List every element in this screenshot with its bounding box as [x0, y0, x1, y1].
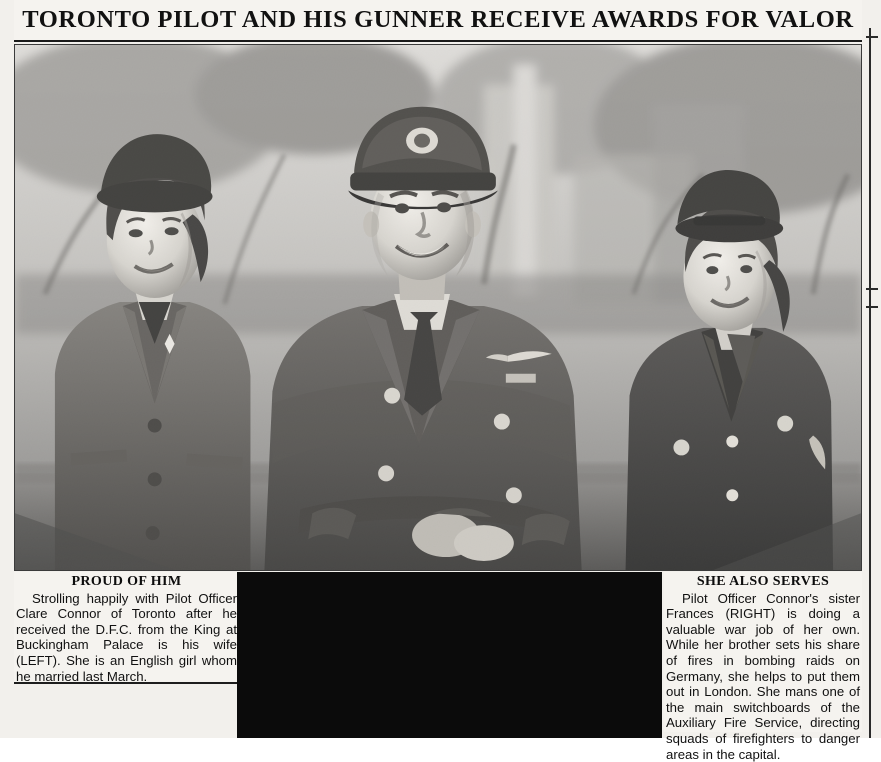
headline-band [14, 0, 862, 42]
column-tick-lower [866, 306, 878, 308]
caption-left [14, 572, 239, 684]
caption-left-title: PROUD OF HIM [71, 574, 182, 589]
column-tick-middle [866, 288, 878, 290]
page-title: TORONTO PILOT AND HIS GUNNER RECEIVE AWARDS FOR VALOR [22, 6, 854, 33]
caption-left-body: Strolling happily with Pilot Officer Clare Connor of Toronto after he received the D.F.C. from the King at Buckingham Palace is his wife (LEFT). She is an English girl whom he married last March. [16, 590, 237, 684]
caption-right-title: SHE ALSO SERVES [696, 574, 830, 589]
news-photograph [14, 44, 862, 571]
column-tick-top [866, 36, 878, 38]
column-divider-rule [869, 28, 871, 738]
ink-block [237, 572, 662, 738]
caption-right-body: Pilot Officer Connor's sister Frances (RIGHT) is doing a valuable war job of her own. While her brother sets his share of fires in bombing raids on Germany, she helps to put them out in London. She mans one of the main switchboards of the Auxiliary Fire Service, directing squads of firefighters to danger areas in the capital. [666, 590, 860, 762]
photograph-artwork [15, 45, 861, 570]
caption-right [664, 572, 862, 762]
